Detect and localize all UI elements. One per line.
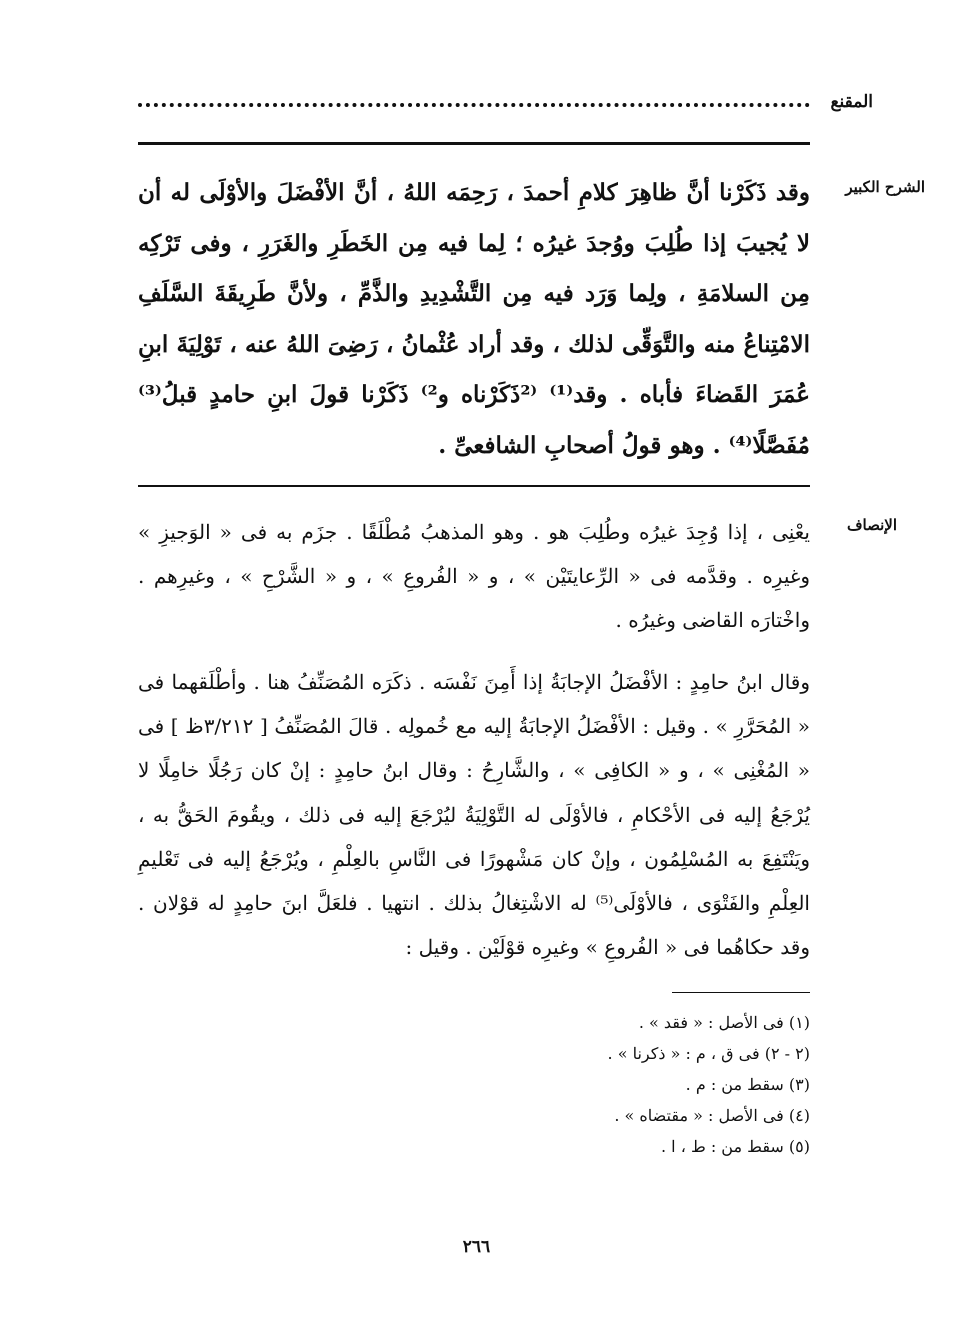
footnote-4: (٤) فى الأصل : « مقتضاه » . xyxy=(614,1106,810,1125)
insaf-paragraph-1: يعْنِى ، إذا وُجِدَ غيرُه وطُلِبَ هو . وهو المذهبُ مُطْلَقًا . جزَم به فى « الوَجيزِ » وغيرِه . وقدَّمه فى « الرِّعايتَيْن » ، و « الفُروعِ » ، و « الشَّرْحِ » ، وغيرِهم . واخْتارَه القاضى وغيرُه . xyxy=(138,520,810,632)
sharh-text-block xyxy=(138,168,810,471)
insaf-text-block-2 xyxy=(138,660,810,969)
section-divider-rule xyxy=(138,485,810,487)
footnotes xyxy=(310,1007,810,1162)
header-dotted-rule xyxy=(138,103,810,107)
sharh-paragraph: وقد ذَكَرْنا أنَّ ظاهِرَ كلامِ أحمدَ ، رَحِمَه اللهُ ، أنَّ الأفْضَلَ والأوْلَى له أن لا يُجيبَ إذا طُلِبَ ووُجدَ غيرُه ؛ لِما فيه مِن الخَطَرِ والغَرَرِ ، وفى تَرْكِه مِن السلامَةِ ، ولِما وَرَد فيه مِن التَّشْدِيدِ والذَّمِّ ، ولأنَّ طَرِيقَةَ السَّلَفِ الامْتِناعُ منه والتَّوَقِّى لذلك ، وقد أراد عُثْمانُ ، رَضِىَ اللهُ عنه ، تَوْلِيَةَ ابنِ عُمَرَ القَضاءَ فأباه . وقد⁽¹⁾ ⁽²ذَكَرْناه و²⁾ ذَكَرْنا قولَ ابنِ حامدٍ قبلُ⁽³⁾ مُفَصَّلًا⁽⁴⁾ . وهو قولُ أصحابِ الشافعىِّ . xyxy=(138,179,811,459)
footnote-3: (٣) سقط من : م . xyxy=(685,1075,810,1094)
page-number: ٢٦٦ xyxy=(462,1237,491,1257)
footnote-2: (٢ - ٢) فى ق ، م : « ذكرنا » . xyxy=(607,1044,810,1063)
footnote-rule xyxy=(672,992,810,993)
footnote-5: (٥) سقط من : ط ، ا . xyxy=(660,1137,810,1156)
running-head: المقنع xyxy=(830,92,873,112)
header-solid-rule xyxy=(138,142,810,145)
insaf-text-block-1 xyxy=(138,510,810,642)
section-label-sharh: الشرح الكبير xyxy=(845,178,925,196)
section-label-insaf: الإنصاف xyxy=(846,516,897,534)
footnote-1: (١) فى الأصل : « فقد » . xyxy=(638,1013,810,1032)
insaf-paragraph-2: وقال ابنُ حامِدٍ : الأفْضَلُ الإجابَةُ إذا أَمِنَ نَفْسَه . ذكَرَه المُصَنِّفُ هنا . وأطْلَقهما فى « المُحَرَّرِ » . وقيل : الأفْضَلُ الإجابَةُ إليه مع خُمولِه . قالَ المُصَنِّفُ [ ٣/٢١٢ظ ] فى « المُغْنِى » ، و « الكافِى » ، والشَّارِحُ : وقال ابنُ حامِدٍ : إنْ كان رَجُلًا خامِلًا لا يُرْجَعُ إليه فى الأحْكامِ ، فالأوْلَى له التَّوْلِيَةُ ليُرْجَعَ إليه فى ذلك ، ويقُومَ الحَقُّ به ، ويَنْتَفِعَ به المُسْلِمُون ، وإنْ كان مَشْهورًا فى النَّاسِ بالعِلْمِ ، ويُرْجَعُ إليه فى تَعْليمِ العِلْمِ والفَتْوَى ، فالأوْلَى⁽⁵⁾ له الاشْتِغالُ بذلك . انتهيا . فلعَلَّ ابنَ حامِدٍ له قوْلان . وقد حكاهُما فى « الفُروعِ » وغيرِه قوْلَيْن . وقيل : xyxy=(138,670,811,960)
